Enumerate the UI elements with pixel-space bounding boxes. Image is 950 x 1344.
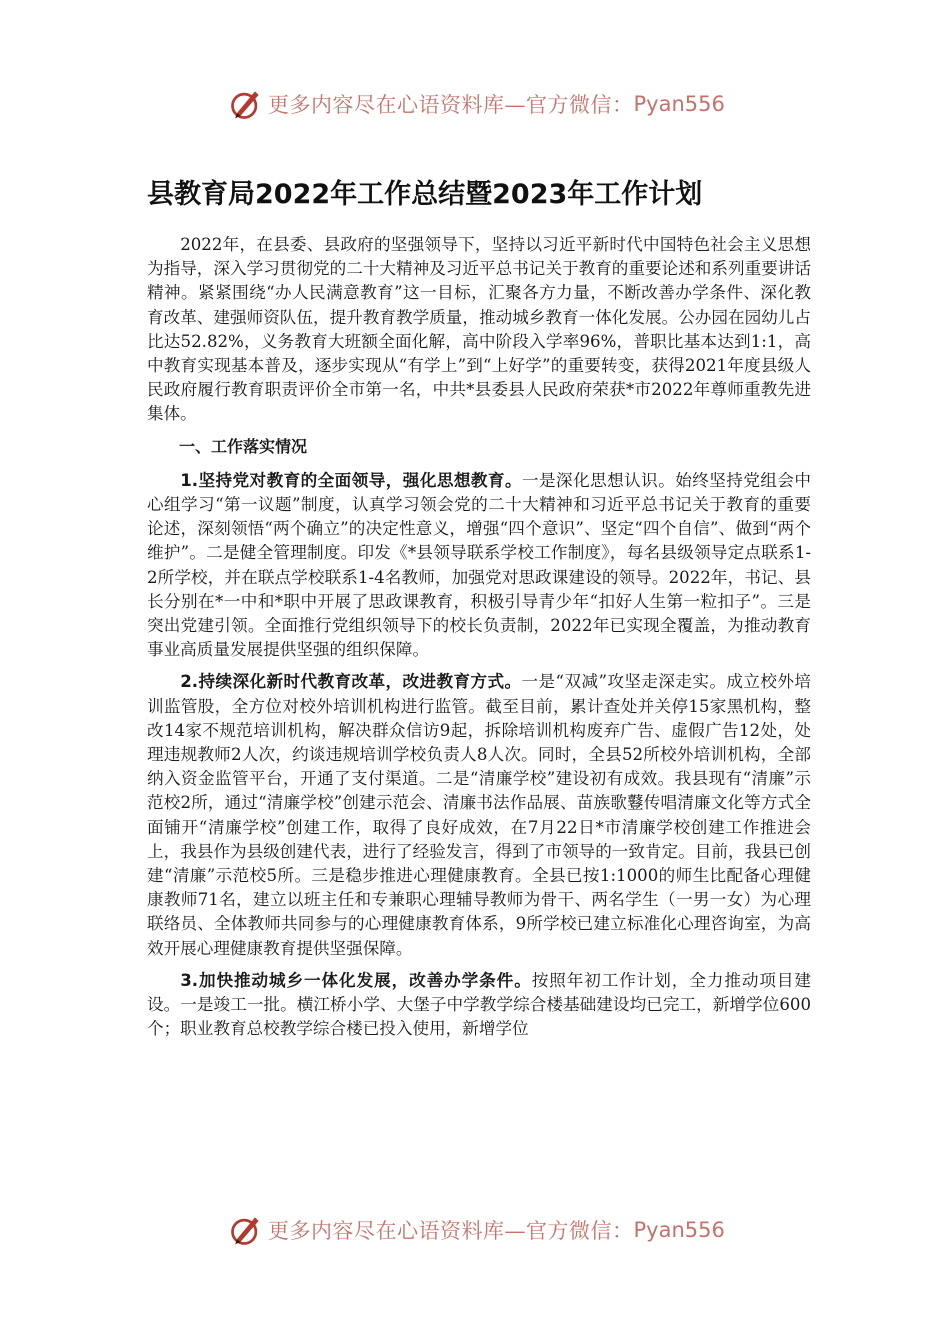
watermark-header <box>228 84 748 124</box>
item-lead-2: 2.持续深化新时代教育改革，改进教育方式。 <box>180 672 522 692</box>
watermark-text: 更多内容尽在心语资料库—官方微信： <box>268 1219 634 1243</box>
item-body-2: 一是“双减”攻坚走深走实。成立校外培训监管股，全方位对校外培训机构进行监管。截至目前，累计查处并关停15家黑机构，整改14家不规范培训机构，解决群众信访9起，拆除培训机构废弃广告、虚假广告12处，处理违规教师2人次，约谈违规培训学校负责人8人次。同时，全县52所校外培训机构，全部纳入资金监管平台，开通了支付渠道。二是“清廉学校”建设初有成效。我县现有“清廉”示范校2所，通过“清廉学校”创建示范会、清廉书法作品展、苗族歌鼟传唱清廉文化等方式全面铺开“清廉学校”创建工作，取得了良好成效，在7月22日*市清廉学校创建工作推进会上，我县作为县级创建代表，进行了经验发言，得到了市领导的一致肯定。目前，我县已创建“清廉”示范校5所。三是稳步推进心理健康教育。全县已按1:1000的师生比配备心理健康教师71名，建立以班主任和专兼职心理辅导教师为骨干、两名学生（一男一女）为心理联络员、全体教师共同参与的心理健康教育体系，9所学校已建立标准化心理咨询室，为高效开展心理健康教育提供坚强保障。 <box>147 672 811 958</box>
section-heading: 一、工作落实情况 <box>179 436 308 456</box>
item-body-1: 一是深化思想认识。始终坚持党组会中心组学习“第一议题”制度，认真学习领会党的二十大精神和习近平总书记关于教育的重要论述，深刻领悟“两个确立”的决定性意义，增强“四个意识”、坚定“四个自信”、做到“两个维护”。二是健全管理制度。印发《*县领导联系学校工作制度》，每名县级领导定点联系1-2所学校，并在联点学校联系1-4名教师，加强党对思政课建设的领导。2022年，书记、县长分别在*一中和*职中开展了思政课教育，积极引导青少年“扣好人生第一粒扣子”。三是突出党建引领。全面推行党组织领导下的校长负责制，2022年已实现全覆盖，为推动教育事业高质量发展提供坚强的组织保障。 <box>147 470 812 660</box>
item-lead-3: 3.加快推动城乡一体化发展，改善办学条件。 <box>180 970 532 990</box>
watermark-wechat-id: Pyan556 <box>633 1218 725 1242</box>
intro-paragraph: 2022年，在县委、县政府的坚强领导下，坚持以习近平新时代中国特色社会主义思想为指导，深入学习贯彻党的二十大精神及习近平总书记关于教育的重要论述和系列重要讲话精神。紧紧围绕“办人民满意教育”这一目标，汇聚各方力量，不断改善办学条件、深化教育改革、建强师资队伍，提升教育教学质量，推动城乡教育一体化发展。公办园在园幼儿占比达52.82%，义务教育大班额全面化解，高中阶段入学率96%，普职比基本达到1:1，高中教育实现基本普及，逐步实现从“有学上”到“上好学”的重要转变，获得2021年度县级人民政府履行教育职责评价全市第一名，中共*县委县人民政府荣获*市2022年尊师重教先进集体。 <box>147 235 811 424</box>
item-paragraph-3 <box>147 969 811 1042</box>
pen-logo-icon <box>228 86 264 122</box>
watermark-text: 更多内容尽在心语资料库—官方微信： <box>268 93 634 117</box>
item-lead-1: 1.坚持党对教育的全面领导，强化思想教育。 <box>180 470 522 490</box>
item-paragraph-1 <box>147 469 811 663</box>
item-paragraph-2 <box>147 670 811 960</box>
pen-logo-icon <box>228 1212 264 1248</box>
watermark-footer <box>228 1210 748 1250</box>
watermark-wechat-id: Pyan556 <box>633 92 725 116</box>
document-body <box>147 233 811 1050</box>
document-title: 县教育局2022年工作总结暨2023年工作计划 <box>147 179 703 210</box>
item-body-3: 按照年初工作计划，全力推动项目建设。一是竣工一批。横江桥小学、大堡子中学教学综合楼基础建设均已完工，新增学位600个；职业教育总校教学综合楼已投入使用，新增学位 <box>147 970 811 1039</box>
